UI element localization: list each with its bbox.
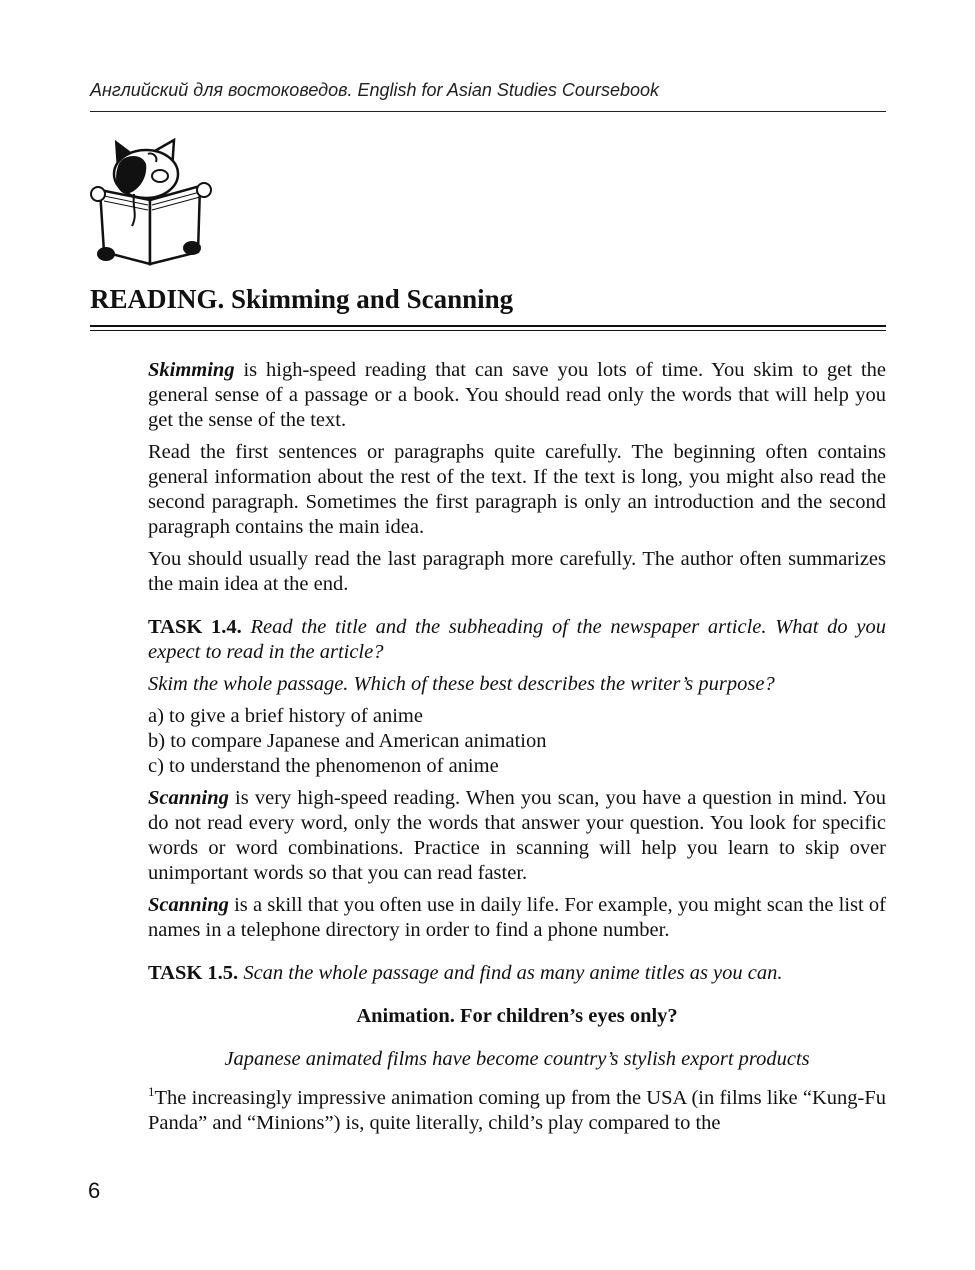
scanning-keyword-1: Scanning — [148, 787, 229, 809]
section-title: READING. Skimming and Scanning — [90, 284, 514, 314]
title-divider-thin — [90, 330, 886, 331]
title-divider-thick — [90, 325, 886, 327]
skimming-keyword: Skimming — [148, 359, 235, 381]
scanning-text-1: is very high-speed reading. When you scan, you have a question in mind. You do not read every word, only the words that answer your question. You look for specific words or word combinations. Practice in scanning will help you learn to skip over unimportant words so that you can read faster. — [148, 787, 886, 884]
option-c: c) to understand the phenomenon of anime — [148, 755, 499, 777]
article-paragraph-text: The increasingly impressive animation coming up from the USA (in films like “Kung-Fu Panda” and “Minions”) is, quite literally, child’s play compared to the — [148, 1086, 886, 1134]
header-divider — [90, 111, 886, 112]
skimming-paragraph-1 — [148, 358, 886, 433]
skimming-paragraph-2: Read the first sentences or paragraphs quite carefully. The beginning often contains general information about the rest of the text. If the text is long, you might also read the second paragraph. Sometimes the first paragraph is only an introduction and the second paragraph contains the main idea. — [148, 441, 886, 538]
skimming-paragraph-3: You should usually read the last paragraph more carefully. The author often summarizes the main idea at the end. — [148, 548, 886, 595]
main-content — [148, 358, 886, 1143]
task-1-4-label: TASK 1.4. — [148, 616, 242, 638]
article-paragraph-1 — [148, 1079, 886, 1136]
option-a: a) to give a brief history of anime — [148, 705, 423, 727]
task-1-4 — [148, 615, 886, 665]
scanning-keyword-2: Scanning — [148, 894, 229, 916]
reading-cat-icon — [88, 134, 218, 270]
task-1-5-instruction: Scan the whole passage and find as many anime titles as you can. — [238, 962, 783, 984]
option-b: b) to compare Japanese and American animation — [148, 730, 547, 752]
scanning-paragraph-1 — [148, 786, 886, 886]
task-1-5 — [148, 961, 886, 986]
page-number: 6 — [88, 1178, 101, 1203]
paragraph-number: 1 — [148, 1084, 155, 1099]
answer-options — [148, 704, 886, 779]
task-1-4-instruction: Read the title and the subheading of the newspaper article. What do you expect to read in the article? — [148, 616, 886, 663]
scanning-paragraph-2 — [148, 893, 886, 943]
scanning-text-2: is a skill that you often use in daily life. For example, you might scan the list of names in a telephone directory in order to find a phone number. — [148, 894, 886, 941]
task-1-5-label: TASK 1.5. — [148, 962, 239, 984]
article-title: Animation. For children’s eyes only? — [356, 1005, 678, 1027]
skimming-text-1: is high-speed reading that can save you lots of time. You skim to get the general sense of a passage or a book. You should read only the words that will help you get the sense of the text. — [148, 359, 886, 431]
article-subheading: Japanese animated films have become country’s stylish export products — [224, 1048, 810, 1070]
running-head: Английский для востоковедов. English for Asian Studies Coursebook — [90, 80, 659, 100]
task-1-4-question: Skim the whole passage. Which of these best describes the writer’s purpose? — [148, 673, 775, 695]
